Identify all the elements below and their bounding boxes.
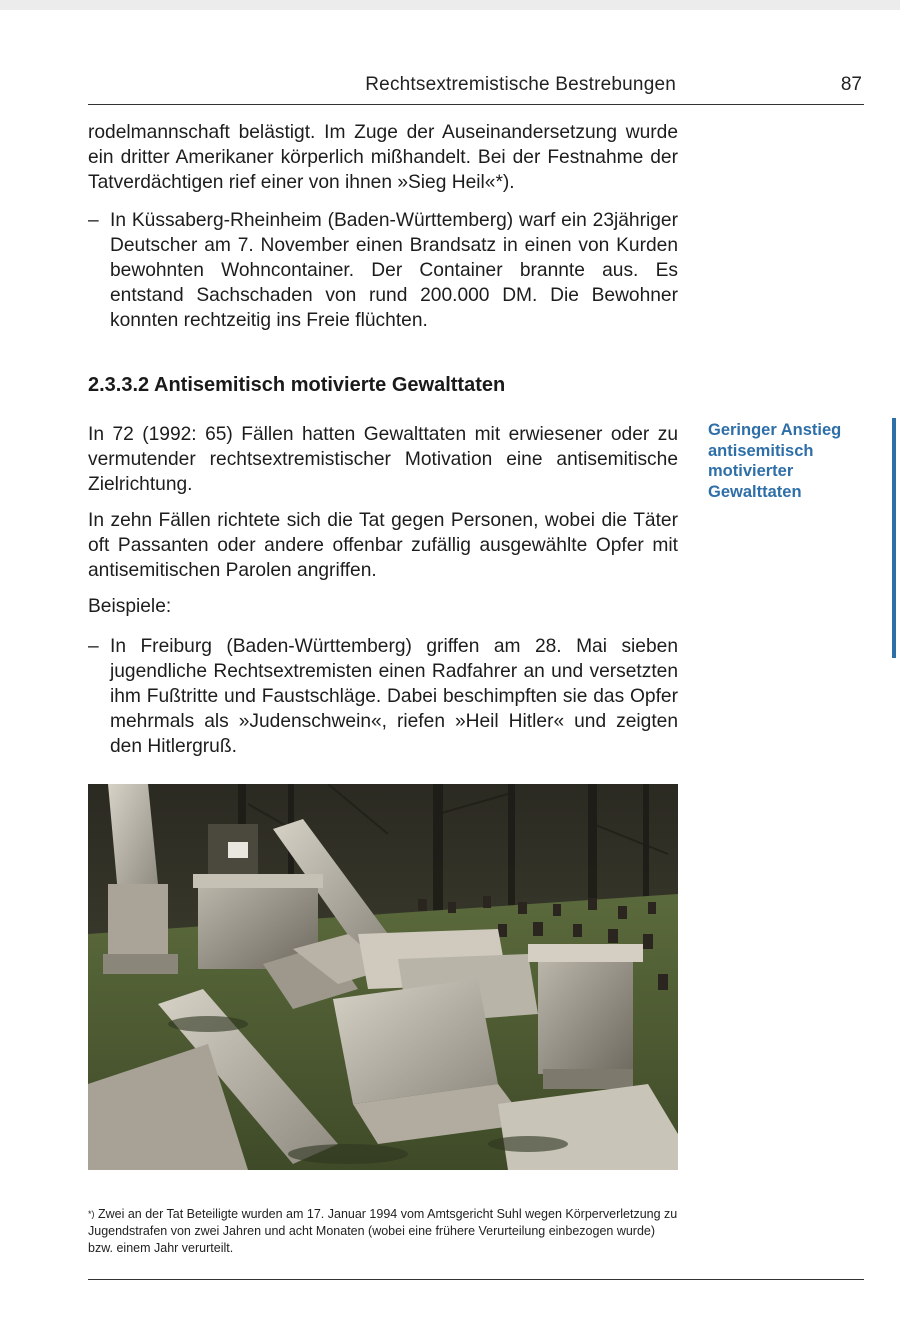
section-number: 2.3.3.2	[88, 374, 150, 396]
bullet-item-kuessaberg	[88, 208, 678, 333]
section-heading	[88, 374, 505, 397]
running-title: Rechtsextremistische Bestrebungen	[365, 74, 676, 95]
bullet-dash: –	[88, 210, 99, 231]
margin-note-line: Geringer Anstieg	[708, 421, 842, 439]
scan-edge	[0, 0, 900, 10]
paragraph-text: rodelmannschaft belästigt. Im Zuge der Auseinandersetzung wurde ein dritter Amerikaner körperlich mißhandelt. Bei der Festnahme der Tatverdächtigen rief einer von ihnen »Sieg Heil«*).	[88, 122, 678, 193]
margin-bar	[892, 418, 896, 658]
margin-note-line: antisemitisch	[708, 441, 814, 460]
footnote-mark: *)	[88, 1209, 95, 1219]
footnote-rule	[88, 1279, 864, 1280]
margin-note-line: motivierter	[708, 462, 794, 480]
footnote-text: Zwei an der Tat Beteiligte wurden am 17. Januar 1994 vom Amtsgericht Suhl wegen Körperverletzung zu Jugendstrafen von zwei Jahren und acht Monaten (wobei eine frühere Verurteilung einbezogen wurde) bzw. einem Jahr verurteilt.	[88, 1207, 678, 1255]
paragraph-persons	[88, 508, 678, 583]
margin-note-line: Gewalttaten	[708, 482, 802, 501]
paragraph-text: Beispiele:	[88, 596, 172, 617]
page-number: 87	[840, 74, 862, 95]
footnote	[88, 1206, 678, 1257]
bullet-text: In Küssaberg-Rheinheim (Baden-Württemberg) warf ein 23jähriger Deutscher am 7. November einen Brandsatz in einen von Kurden bewohnten Wohncontainer. Der Container brannte aus. Es entstand Sachschaden von rund 200.000 DM. Die Bewohner konnten rechtzeitig ins Freie flüchten.	[110, 210, 678, 331]
bullet-item-freiburg	[88, 634, 678, 759]
page-header	[88, 72, 864, 102]
examples-label	[88, 594, 678, 619]
continuation-paragraph	[88, 120, 678, 195]
bullet-dash: –	[88, 636, 99, 657]
paragraph-text: In zehn Fällen richtete sich die Tat gegen Personen, wobei die Täter oft Passanten oder andere offenbar zufällig ausgewählte Opfer mit antisemitischen Parolen angriffen.	[88, 510, 678, 581]
section-title: Antisemitisch motivierte Gewalttaten	[154, 374, 506, 396]
paragraph-text: In 72 (1992: 65) Fällen hatten Gewalttaten mit erwiesener oder zu vermutender rechtsextremistischer Motivation eine antisemitische Zielrichtung.	[88, 424, 678, 495]
header-rule	[88, 104, 864, 105]
bullet-text: In Freiburg (Baden-Württemberg) griffen am 28. Mai sieben jugendliche Rechtsextremisten einen Radfahrer an und versetzten ihm Fußtritte und Faustschläge. Dabei beschimpften sie das Opfer mehrmals als »Judenschwein«, riefen »Heil Hitler« und zeigten den Hitlergruß.	[110, 636, 678, 757]
cemetery-photo	[88, 784, 678, 1170]
margin-note	[708, 420, 868, 502]
paragraph-cases	[88, 422, 678, 497]
